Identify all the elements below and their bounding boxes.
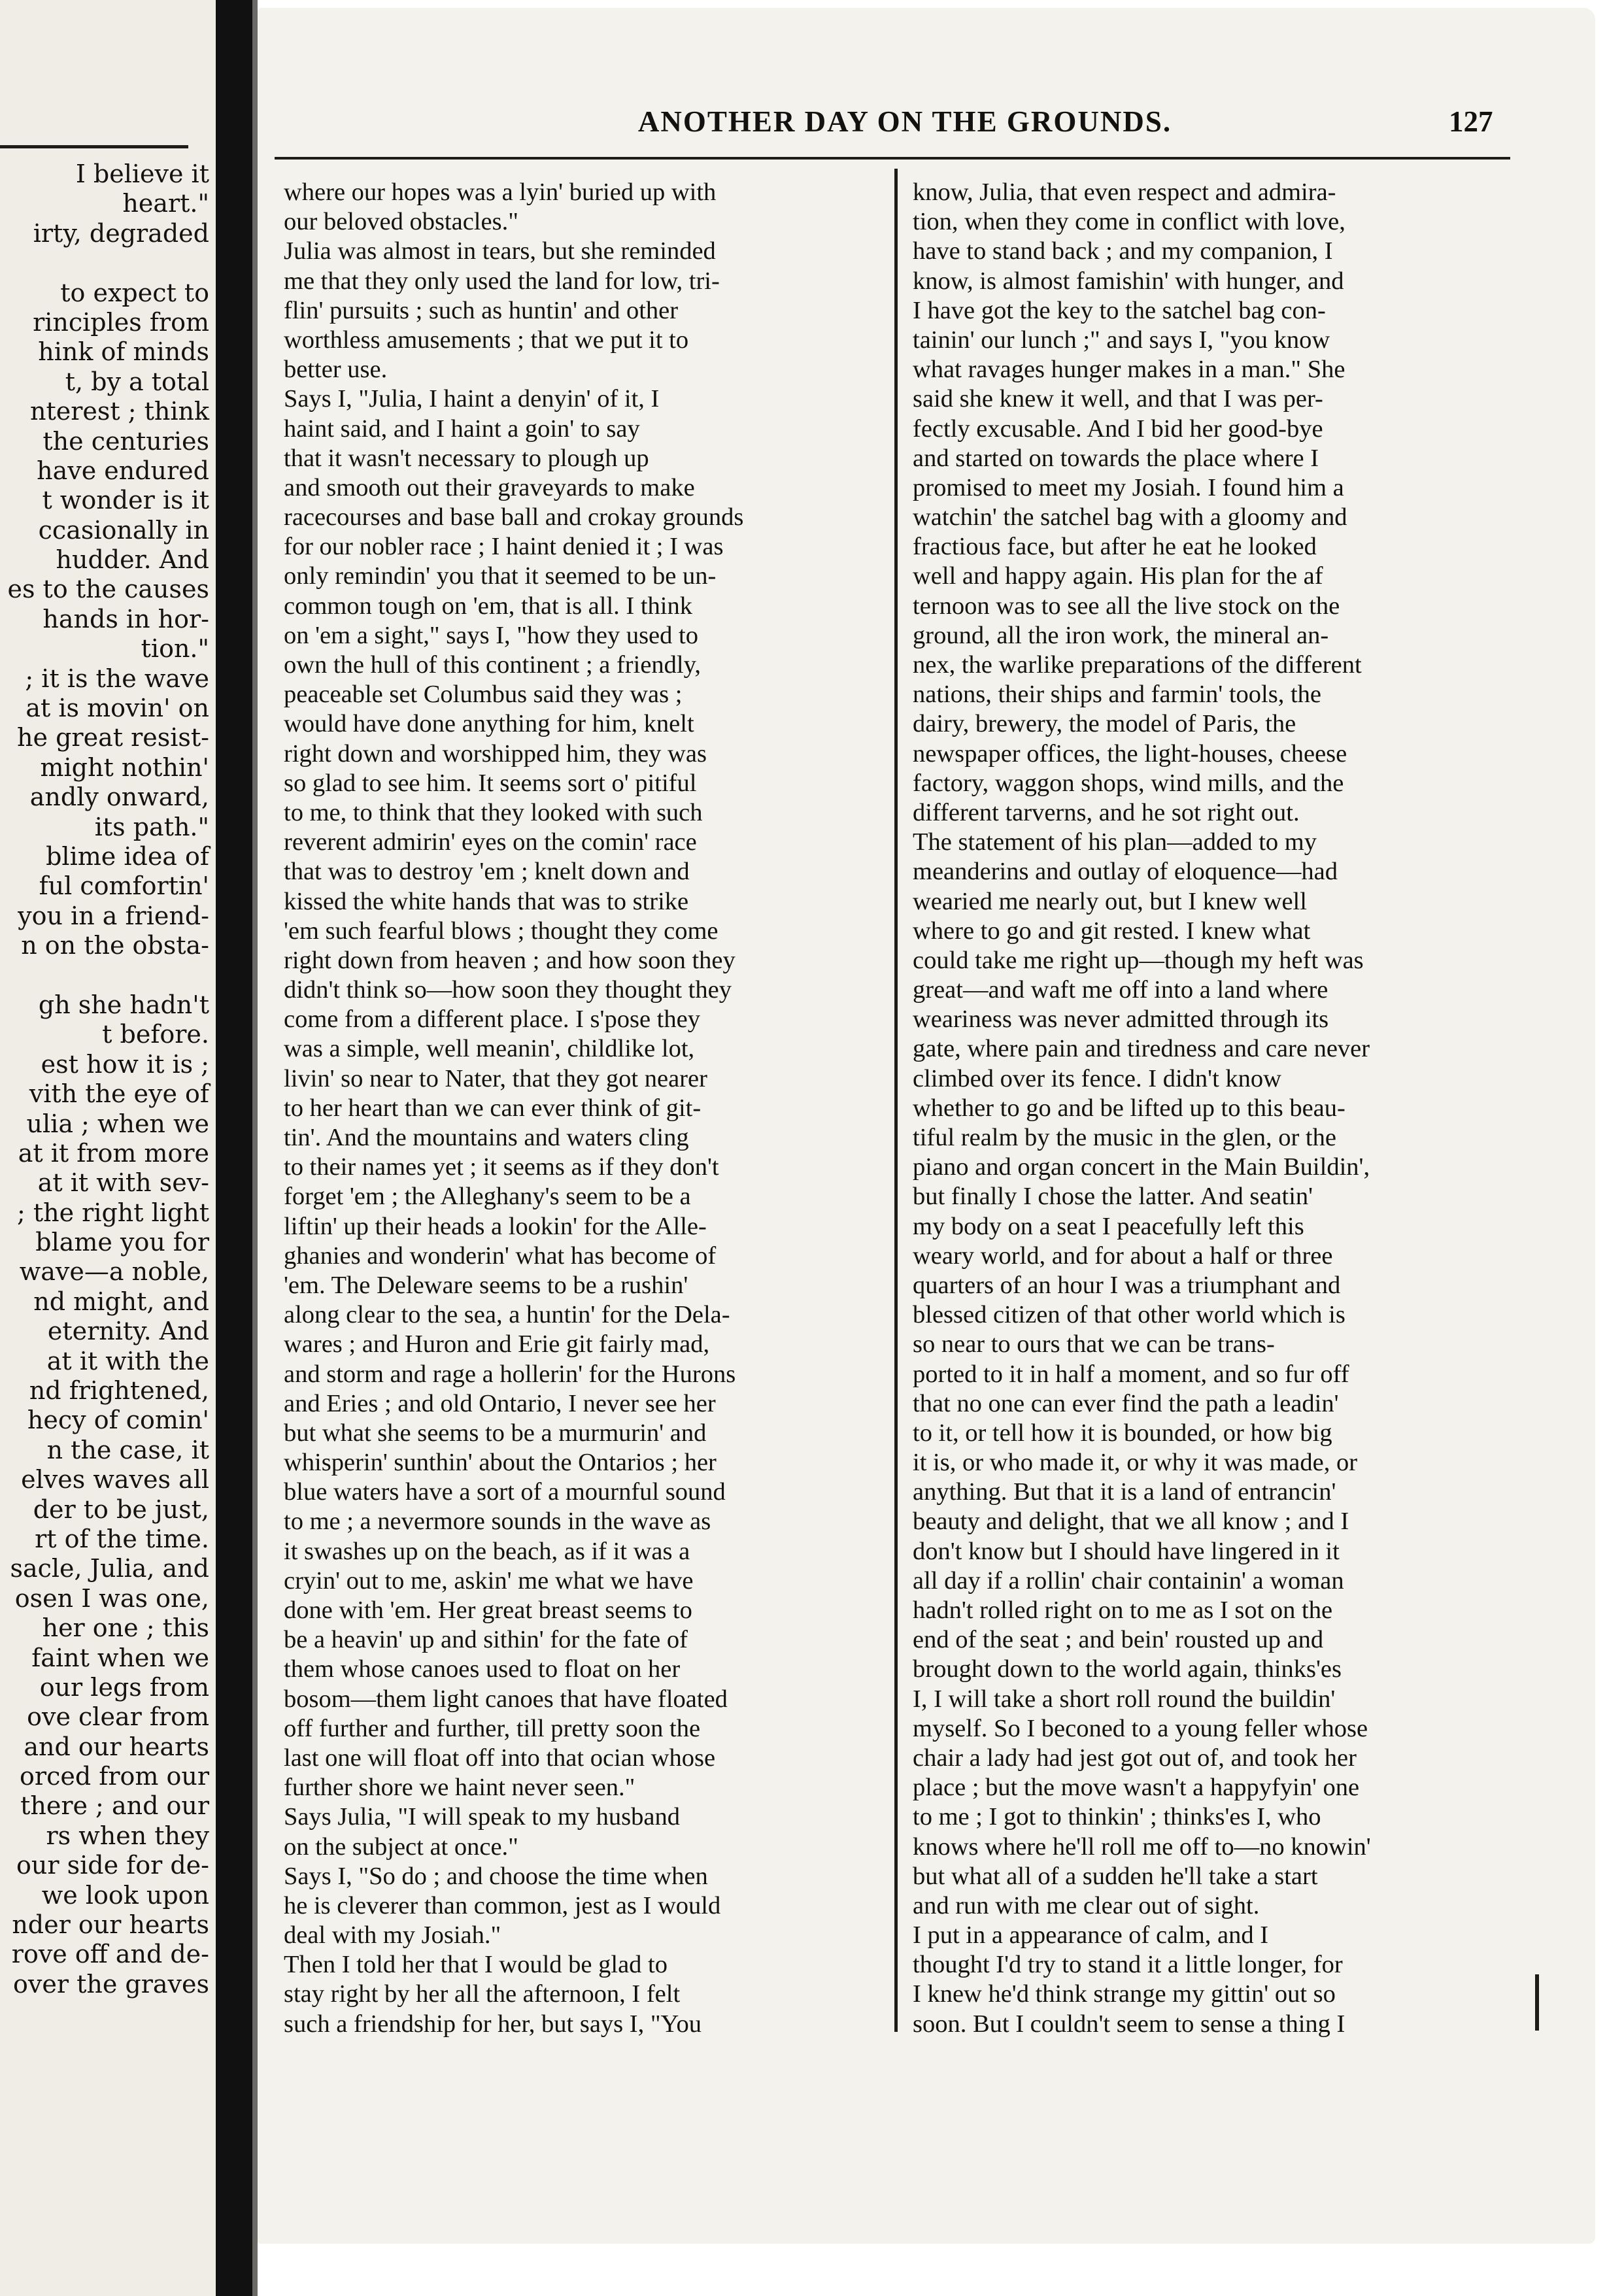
adjacent-page-line: might nothin' [40,752,209,782]
text-line: me that they only used the land for low, tri- [284,267,720,295]
text-line: to her heart than we can ever think of git- [284,1094,702,1122]
adjacent-page-line: hink of minds [38,337,209,367]
text-line: weary world, and for about a half or three [913,1241,1333,1270]
text-line: all day if a rollin' chair containin' a woman [913,1566,1344,1595]
text-line: well and happy again. His plan for the af [913,562,1323,590]
text-line: watchin' the satchel bag with a gloomy and [913,503,1347,532]
text-line: didn't think so—how soon they thought they [284,976,732,1004]
text-line: last one will float off into that ocian whose [284,1744,716,1772]
text-line: know, Julia, that even respect and admira- [913,178,1336,206]
text-line: be a heavin' up and sithin' for the fate of [284,1626,688,1654]
adjacent-page-line: nd frightened, [29,1376,209,1406]
text-line: fractious face, but after he eat he looked [913,533,1317,561]
text-line: different tarverns, and he sot right out. [913,798,1300,826]
adjacent-page-fragment [0,0,216,2296]
adjacent-page-line: hudder. And [56,545,209,575]
adjacent-page-line [0,961,209,990]
text-line: that was to destroy 'em ; knelt down and [284,858,690,886]
adjacent-page-line [0,248,209,278]
text-line: hadn't rolled right on to me as I sot on the [913,1596,1333,1624]
text-line: blue waters have a sort of a mournful sound [284,1478,726,1506]
text-line: that no one can ever find the path a leadin' [913,1389,1339,1417]
text-line: done with 'em. Her great breast seems to [284,1596,692,1624]
text-line: could take me right up—though my heft was [913,946,1364,974]
text-line: it swashes up on the beach, as if it was a [284,1537,690,1565]
text-line: further shore we haint never seen." [284,1774,635,1802]
text-line: for our nobler race ; I haint denied it ; I was [284,533,724,561]
adjacent-page-line: n on the obsta- [21,931,209,960]
text-line: forget 'em ; the Alleghany's seem to be a [284,1183,691,1211]
text-line: fectly excusable. And I bid her good-bye [913,414,1323,443]
text-line: meanderins and outlay of eloquence—had [913,858,1338,886]
text-line: Says Julia, "I will speak to my husband [284,1803,680,1831]
text-line: don't know but I should have lingered in it [913,1537,1340,1565]
adjacent-page-line: the centuries [42,426,209,456]
text-line: so near to ours that we can be trans- [913,1330,1275,1359]
adjacent-page-line: rt of the time. [35,1524,209,1553]
text-line: nations, their ships and farmin' tools, the [913,681,1321,709]
adjacent-page-line: t, by a total [65,367,209,396]
adjacent-page-line: he great resist- [17,723,209,752]
text-line: soon. But I couldn't seem to sense a thing I [913,2010,1345,2038]
text-line: what ravages hunger makes in a man." She [913,356,1345,384]
adjacent-page-line: there ; and our [20,1791,209,1821]
text-line: my body on a seat I peacefully left this [913,1212,1304,1240]
adjacent-page-line: wave—a noble, [19,1257,209,1287]
text-line: Julia was almost in tears, but she reminded [284,237,716,265]
adjacent-page-line: you in a friend- [18,901,209,930]
adjacent-page-line: nterest ; think [29,397,209,426]
text-line: I, I will take a short roll round the buildin' [913,1685,1336,1713]
text-line: 'em such fearful blows ; thought they come [284,917,719,945]
text-line: myself. So I beconed to a young feller whose [913,1714,1368,1742]
text-line: that it wasn't necessary to plough up [284,444,649,472]
text-line: and storm and rage a hollerin' for the Hurons [284,1360,736,1388]
adjacent-page-line: and our hearts [24,1732,209,1761]
text-line: where our hopes was a lyin' buried up with [284,178,717,206]
text-line: it is, or who made it, or why it was made, or [913,1449,1358,1477]
adjacent-page-line: tion." [141,634,209,664]
adjacent-page-line: rove off and de- [11,1940,209,1969]
adjacent-page-line: heart." [122,189,209,218]
text-line: ternoon was to see all the live stock on the [913,592,1340,620]
adjacent-page-line: at it with sev- [37,1168,209,1198]
header-rule [275,157,1510,160]
text-line: kissed the white hands that was to strike [284,887,689,915]
adjacent-page-line: ccasionally in [38,515,209,545]
text-line: common tough on 'em, that is all. I think [284,592,693,620]
text-line: chair a lady had jest got out of, and took her [913,1744,1357,1772]
adjacent-page-line: her one ; this [42,1613,209,1643]
adjacent-page-line: eternity. And [47,1317,209,1346]
text-line: and smooth out their graveyards to make [284,473,695,501]
text-line: dairy, brewery, the model of Paris, the [913,710,1296,738]
adjacent-page-line: t before. [102,1020,209,1049]
text-line: thought I'd try to stand it a little longer, for [913,1951,1343,1979]
text-line: whether to go and be lifted up to this beau- [913,1094,1345,1122]
text-line: but what she seems to be a murmurin' and [284,1419,707,1447]
book-gutter [216,0,252,2296]
adjacent-page-line: I believe it [75,160,209,188]
adjacent-page-line: n the case, it [46,1435,209,1464]
running-header-title: ANOTHER DAY ON THE GROUNDS. [637,105,1172,138]
adjacent-page-line: est how it is ; [41,1049,209,1079]
adjacent-page-line: osen I was one, [14,1583,209,1613]
adjacent-page-line: t wonder is it [42,486,209,515]
text-line: on 'em a sight," says I, "how they used to [284,621,698,649]
text-line: ground, all the iron work, the mineral an- [913,621,1329,649]
text-line: wares ; and Huron and Erie git fairly mad, [284,1330,710,1359]
text-line: our beloved obstacles." [284,208,518,236]
text-line: quarters of an hour I was a triumphant and [913,1271,1341,1299]
adjacent-page-line: ulia ; when we [26,1109,209,1138]
text-line: own the hull of this continent ; a friendly, [284,651,701,679]
column-divider-rule [894,169,898,2032]
adjacent-page-line: gh she hadn't [38,990,209,1019]
text-line: whisperin' sunthin' about the Ontarios ; her [284,1449,717,1477]
text-line: liftin' up their heads a lookin' for the Alle- [284,1212,707,1240]
adjacent-page-line: blime idea of [46,841,209,871]
text-line: come from a different place. I s'pose they [284,1005,700,1034]
text-line: cryin' out to me, askin' me what we have [284,1566,694,1595]
text-line: tion, when they come in conflict with love, [913,208,1345,236]
adjacent-page-line: at it from more [18,1138,209,1168]
adjacent-page-line: hecy of comin' [27,1406,209,1435]
text-line: them whose canoes used to float on her [284,1655,681,1683]
adjacent-page-line: over the graves [13,1969,209,1999]
adjacent-page-line: orced from our [20,1762,209,1791]
text-line: off further and further, till pretty soon the [284,1714,701,1742]
text-line: and started on towards the place where I [913,444,1319,472]
text-line: but finally I chose the latter. And seatin' [913,1183,1313,1211]
adjacent-page-line: to expect to [60,278,209,307]
text-line: livin' so near to Nater, that they got nearer [284,1064,707,1092]
text-line: The statement of his plan—added to my [913,828,1317,856]
text-line: only remindin' you that it seemed to be un- [284,562,717,590]
text-line: better use. [284,356,388,384]
adjacent-page-line: ; the right light [16,1198,209,1227]
adjacent-page-header-rule [0,145,188,148]
text-line: newspaper offices, the light-houses, cheese [913,739,1347,768]
adjacent-page-line: andly onward, [29,783,209,812]
text-column-right [913,178,1513,2039]
text-line: climbed over its fence. I didn't know [913,1064,1281,1092]
margin-bracket [1535,1974,1539,2031]
adjacent-page-line: its path." [94,812,209,841]
text-line: wearied me nearly out, but I knew well [913,887,1307,915]
text-line: I have got the key to the satchel bag con- [913,296,1326,324]
adjacent-page-line: ; it is the wave [25,664,209,693]
text-line: reverent admirin' eyes on the comin' race [284,828,697,856]
text-line: deal with my Josiah." [284,1921,501,1950]
text-line: so glad to see him. It seems sort o' pitiful [284,769,697,797]
text-line: to me ; I got to thinkin' ; thinks'es I, who [913,1803,1321,1831]
text-line: blessed citizen of that other world which is [913,1301,1345,1329]
text-line: place ; but the move wasn't a happyfyin' one [913,1774,1360,1802]
text-line: have to stand back ; and my companion, I [913,237,1333,265]
adjacent-page-line: vith the eye of [29,1079,209,1109]
text-line: worthless amusements ; that we put it to [284,326,689,354]
text-line: to their names yet ; it seems as if they don't [284,1153,719,1181]
text-line: Says I, "Julia, I haint a denyin' of it, I [284,385,660,413]
text-line: factory, waggon shops, wind mills, and the [913,769,1344,797]
adjacent-page-line: irty, degraded [33,218,209,248]
text-line: to it, or tell how it is bounded, or how big [913,1419,1332,1447]
text-line: tainin' our lunch ;" and says I, "you know [913,326,1330,354]
adjacent-page-line: blame you for [35,1228,209,1257]
text-column-left [284,178,877,2039]
adjacent-page-line: at is movin' on [25,694,209,723]
adjacent-page-line: der to be just, [33,1494,209,1524]
text-line: to me ; a nevermore sounds in the wave as [284,1508,711,1536]
text-line: haint said, and I haint a goin' to say [284,414,640,443]
text-line: to me, to think that they looked with such [284,798,703,826]
text-line: knows where he'll roll me off to—no knowin' [913,1832,1371,1861]
text-line: ghanies and wonderin' what has become of [284,1241,717,1270]
adjacent-page-line: elves waves all [21,1465,209,1494]
text-line: bosom—them light canoes that have floated [284,1685,728,1713]
text-line: he is cleverer than common, jest as I would [284,1891,721,1919]
text-line: promised to meet my Josiah. I found him a [913,473,1344,501]
text-line: ported to it in half a moment, and so fur off [913,1360,1349,1388]
adjacent-page-line: rs when they [46,1821,209,1850]
page-number: 127 [1449,105,1493,138]
text-line: Says I, "So do ; and choose the time when [284,1862,708,1890]
adjacent-page-line: our side for de- [16,1851,209,1880]
text-line: I knew he'd think strange my gittin' out so [913,1980,1336,2008]
text-line: and Eries ; and old Ontario, I never see her [284,1389,716,1417]
text-line: right down from heaven ; and how soon they [284,946,736,974]
text-line: weariness was never admitted through its [913,1005,1329,1034]
text-line: right down and worshipped him, they was [284,739,707,768]
text-line: racecourses and base ball and crokay grounds [284,503,744,532]
text-line: beauty and delight, that we all know ; and I [913,1508,1349,1536]
text-line: Then I told her that I would be glad to [284,1951,668,1979]
text-line: flin' pursuits ; such as huntin' and other [284,296,679,324]
adjacent-page-line: at it with the [46,1346,209,1376]
text-line: and run with me clear out of sight. [913,1891,1260,1919]
text-line: nex, the warlike preparations of the different [913,651,1362,679]
text-line: know, is almost famishin' with hunger, and [913,267,1344,295]
adjacent-page-line: hands in hor- [42,604,209,633]
text-line: was a simple, well meanin', childlike lot, [284,1035,695,1063]
adjacent-page-line: ful comfortin' [39,871,209,901]
text-line: brought down to the world again, thinks'es [913,1655,1342,1683]
adjacent-page-text [0,160,209,1999]
text-line: on the subject at once." [284,1832,518,1861]
adjacent-page-line: rinciples from [33,307,209,337]
adjacent-page-line: nder our hearts [12,1910,209,1940]
text-line: such a friendship for her, but says I, "You [284,2010,702,2038]
adjacent-page-line: sacle, Julia, and [10,1554,209,1583]
adjacent-page-line: es to the causes [7,575,209,604]
text-line: anything. But that it is a land of entrancin' [913,1478,1336,1506]
text-line: piano and organ concert in the Main Buildin', [913,1153,1370,1181]
page-edge-shadow [252,0,258,2296]
text-line: tin'. And the mountains and waters cling [284,1124,689,1151]
text-line: stay right by her all the afternoon, I felt [284,1980,681,2008]
adjacent-page-line: nd might, and [33,1287,209,1316]
text-line: tiful realm by the music in the glen, or the [913,1124,1336,1151]
text-line: great—and waft me off into a land where [913,976,1328,1004]
adjacent-page-line: ove clear from [27,1702,209,1732]
text-line: 'em. The Deleware seems to be a rushin' [284,1271,688,1299]
text-line: gate, where pain and tiredness and care never [913,1035,1370,1063]
text-line: would have done anything for him, knelt [284,710,694,738]
adjacent-page-line: our legs from [39,1672,209,1702]
text-line: said she knew it well, and that I was per- [913,385,1323,413]
text-line: I put in a appearance of calm, and I [913,1921,1269,1950]
text-line: end of the seat ; and bein' rousted up and [913,1626,1324,1654]
text-line: where to go and git rested. I knew what [913,917,1311,945]
adjacent-page-line: have endured [37,456,209,485]
text-line: but what all of a sudden he'll take a start [913,1862,1318,1890]
text-line: along clear to the sea, a huntin' for the Dela- [284,1301,730,1329]
text-line: peaceable set Columbus said they was ; [284,681,683,709]
adjacent-page-line: faint when we [31,1643,209,1672]
adjacent-page-line: we look upon [41,1880,209,1910]
